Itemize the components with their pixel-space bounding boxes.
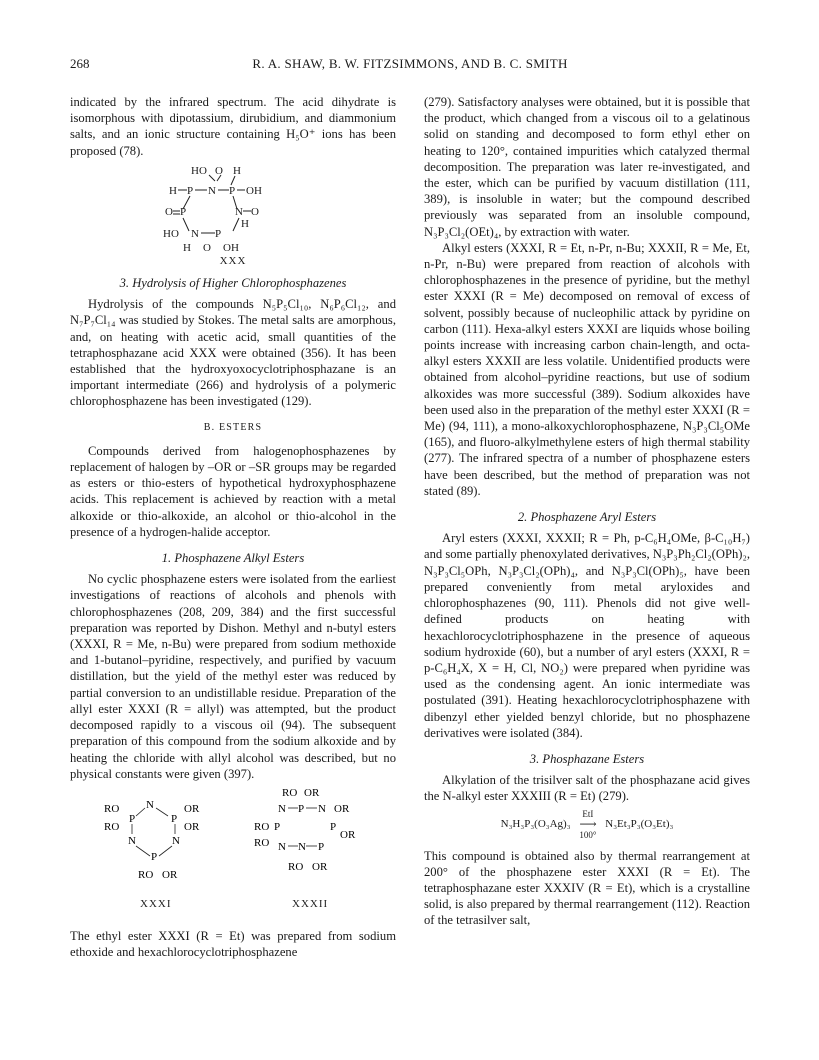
product: N₃Et₃P₃(O₃Et)₃ (605, 817, 674, 830)
figure-esters (70, 788, 396, 928)
temperature-label: 100° (579, 829, 597, 840)
structure-xxx (163, 163, 303, 255)
svg-text:N: N (146, 798, 154, 811)
svg-text:P: P (215, 227, 222, 240)
paragraph: The ethyl ester XXXI (R = Et) was prepared from sodium ethoxide and hexachlorocyclotriphosphazene (70, 928, 396, 960)
svg-text:OR: OR (340, 828, 356, 841)
right-column (424, 94, 750, 929)
section-heading: B. ESTERS (203, 421, 263, 433)
paragraph: No cyclic phosphazene esters were isolated from the earliest investigations of reactions of alcohols and phenols with chlorophosphazenes (208, 209, 384) and the first successful preparation was reported by Dishon. Methyl and n-butyl esters (XXXI, R = Me, n-Bu) were prepared from sodium methoxide and 1-butanol–pyridine, respectively, and purified by vacuum distillation, but the yield of the methyl ester was reduced by partial conversion to an undistillable residue. Preparation of the allyl ester XXXI (R = allyl) was attempted, but the product decomposed rapidly to a viscous oil (94). The subsequent preparation of this compound from the sodium alkoxide and by heating the chloride with allyl alcohol was described, but no physical constants were given (397). (70, 572, 396, 781)
figure-label: XXXII (292, 897, 329, 910)
figure-label: XXX (219, 254, 247, 267)
reactant: N₃H₃P₃(O₃Ag)₃ (500, 817, 571, 830)
svg-text:N: N (278, 802, 286, 815)
paragraph: Hydrolysis of the compounds N₅P₅Cl₁₀, N₆P₆Cl₁₂, and N₇P₇Cl₁₄ was studied by Stokes. The metal salts are amorphous, and, on heating with acetic acid, small quantities of the tetraphosphazane acid XXX were obtained (356). It has been established that the hydroxyoxocyclotriphosphazane is an important intermediate (266) and hydrolysis of a polymeric chlorophosphazene has been investigated (129). (70, 297, 396, 409)
svg-text:OR: OR (304, 786, 320, 799)
reaction-equation: N₃H₃P₃(O₃Ag)₃ EtI ⟶ 100° N₃Et₃P₃(O₃Et)₃ (500, 808, 674, 840)
svg-text:P: P (129, 812, 136, 825)
paragraph: Compounds derived from halogenophosphazenes by replacement of halogen by –OR or –SR groups may be regarded as esters or thio-esters of hypothetical hydroxyphosphazene acids. This replacement is achieved by reaction with a metal alkoxide or thio-alkoxide, an alcohol or thio-alcohol in the presence of a hydrogen-halide acceptor. (70, 443, 396, 539)
section-heading: 2. Phosphazene Aryl Esters (517, 510, 657, 525)
svg-text:N: N (208, 184, 216, 197)
paragraph: This compound is obtained also by thermal rearrangement at 200° of the phosphazene ester XXXI (R = Et). The tetraphosphazane ester XXXIV (R = Et), which is a crystalline solid, is also prepared by thermal rearrangement (112). Reaction of the tetrasilver salt, (424, 848, 750, 928)
svg-text:N: N (298, 840, 306, 853)
svg-text:HO: HO (163, 227, 179, 240)
page-header (70, 56, 750, 76)
svg-text:OR: OR (184, 820, 200, 833)
svg-text:P: P (151, 850, 158, 863)
svg-text:RO: RO (254, 820, 270, 833)
svg-text:P: P (274, 820, 281, 833)
running-title: R. A. SHAW, B. W. FITZSIMMONS, AND B. C. SMITH (252, 56, 568, 71)
svg-text:RO: RO (104, 802, 120, 815)
svg-text:P: P (229, 184, 236, 197)
reagent-label: EtI (582, 808, 594, 819)
svg-text:P: P (330, 820, 337, 833)
svg-text:OH: OH (246, 184, 262, 197)
section-heading: 3. Hydrolysis of Higher Chlorophosphazenes (119, 276, 347, 291)
svg-text:HO: HO (191, 164, 207, 177)
paragraph: Alkylation of the trisilver salt of the phosphazane acid gives the N-alkyl ester XXXIII (R = Et) (279). (424, 773, 750, 804)
svg-text:P: P (180, 205, 187, 218)
svg-text:RO: RO (104, 820, 120, 833)
left-column (70, 94, 396, 960)
paragraph: indicated by the infrared spectrum. The acid dihydrate is isomorphous with dipotassium, dirubidium, and diammonium salts, and an ionic structure containing H₅O⁺ ions has been proposed (78). (70, 95, 396, 158)
paragraph: Aryl esters (XXXI, XXXII; R = Ph, p-C₆H₄OMe, β-C₁₀H₇) and some partially phenoxylated derivatives, N₃P₃Ph₂Cl₂(OPh)₂, N₃P₃Cl₅OPh, N₃P₃Cl₂(OPh)₄, and N₃P₃Cl(OPh)₅, have been prepared conveniently from metal aryloxides and chlorophosphazenes (90, 111). Phenols did not give well-defined products on heating with hexachlorocyclotriphosphazene in the presence of aqueous sodium hydroxide (60), but a number of aryl esters (XXXI, R = p-C₆H₄X, X = H, Cl, NO₂) were prepared when pyridine was used as the condensing agent. An ionic intermediate was postulated (391). Heating hexachlorocyclotriphosphazene with dibenzyl ether yielded benzyl chloride, but no phosphazene derivatives were isolated (384). (424, 531, 750, 740)
svg-text:P: P (187, 184, 194, 197)
svg-text:P: P (171, 812, 178, 825)
paragraph: Alkyl esters (XXXI, R = Et, n-Pr, n-Bu; XXXII, R = Me, Et, n-Pr, n-Bu) were prepared from reaction of alcohols with chlorophosphazenes in the presence of pyridine, but the methyl ester XXXI (R = Me) decomposed on removal of excess of solvent, possibly because of nucleophilic attack by pyridine on carbon (111). Hexa-alkyl esters XXXI are liquids whose boiling points increase with increasing carbon chain-length, and octa-alkyl esters XXXII are less volatile. Unidentified products were obtained from alcohol–pyridine reactions, but use of sodium alkoxides was more successful (389). Sodium alkoxides have been used also in the preparation of the methyl ester XXXI (R = Me) (94, 111), a mono-alkoxychlorophosphazene, N₃P₃Cl₅OMe (165), and fluoro-alkylmethylene esters of high thermal stability (277). The infrared spectra of a number of phosphazene esters have been described, but the method of preparation was not stated (89). (424, 240, 750, 498)
svg-text:RO: RO (254, 836, 270, 849)
svg-text:N: N (235, 205, 243, 218)
svg-text:OR: OR (162, 868, 178, 881)
svg-text:P: P (298, 802, 305, 815)
svg-text:OR: OR (184, 802, 200, 815)
svg-text:OR: OR (334, 802, 350, 815)
svg-text:H: H (241, 217, 249, 230)
svg-text:RO: RO (282, 786, 298, 799)
svg-text:P: P (318, 840, 325, 853)
svg-text:RO: RO (138, 868, 154, 881)
section-heading: 1. Phosphazene Alkyl Esters (161, 551, 305, 566)
paragraph: (279). Satisfactory analyses were obtained, but it is possible that the product, which changed from a viscous oil to a gelatinous solid on standing and decomposed to form ethyl ether on heating to 120°, contained impurities which catalyzed thermal decomposition. The preparation was later re-investigated, and the ester, which can be purified by vacuum distillation (111, 389), is insoluble in water; but the compound described previously was separated from an insoluble compound, N₃P₃Cl₂(OEt)₄, by extraction with water. (424, 95, 750, 239)
svg-text:O: O (251, 205, 259, 218)
structure-xxxi (98, 798, 218, 894)
svg-text:N: N (191, 227, 199, 240)
svg-text:N: N (318, 802, 326, 815)
svg-text:OH: OH (223, 241, 239, 254)
svg-text:OR: OR (312, 860, 328, 873)
svg-text:RO: RO (288, 860, 304, 873)
svg-text:N: N (278, 840, 286, 853)
svg-text:O: O (215, 164, 223, 177)
svg-text:O: O (203, 241, 211, 254)
svg-text:N: N (128, 834, 136, 847)
svg-text:H: H (169, 184, 177, 197)
section-heading: 3. Phosphazane Esters (529, 751, 645, 766)
svg-text:H: H (233, 164, 241, 177)
svg-text:N: N (172, 834, 180, 847)
figure-label: XXXI (140, 897, 172, 910)
structure-xxxii (248, 786, 378, 896)
page-number: 268 (70, 56, 90, 71)
svg-text:H: H (183, 241, 191, 254)
svg-text:O: O (165, 205, 173, 218)
